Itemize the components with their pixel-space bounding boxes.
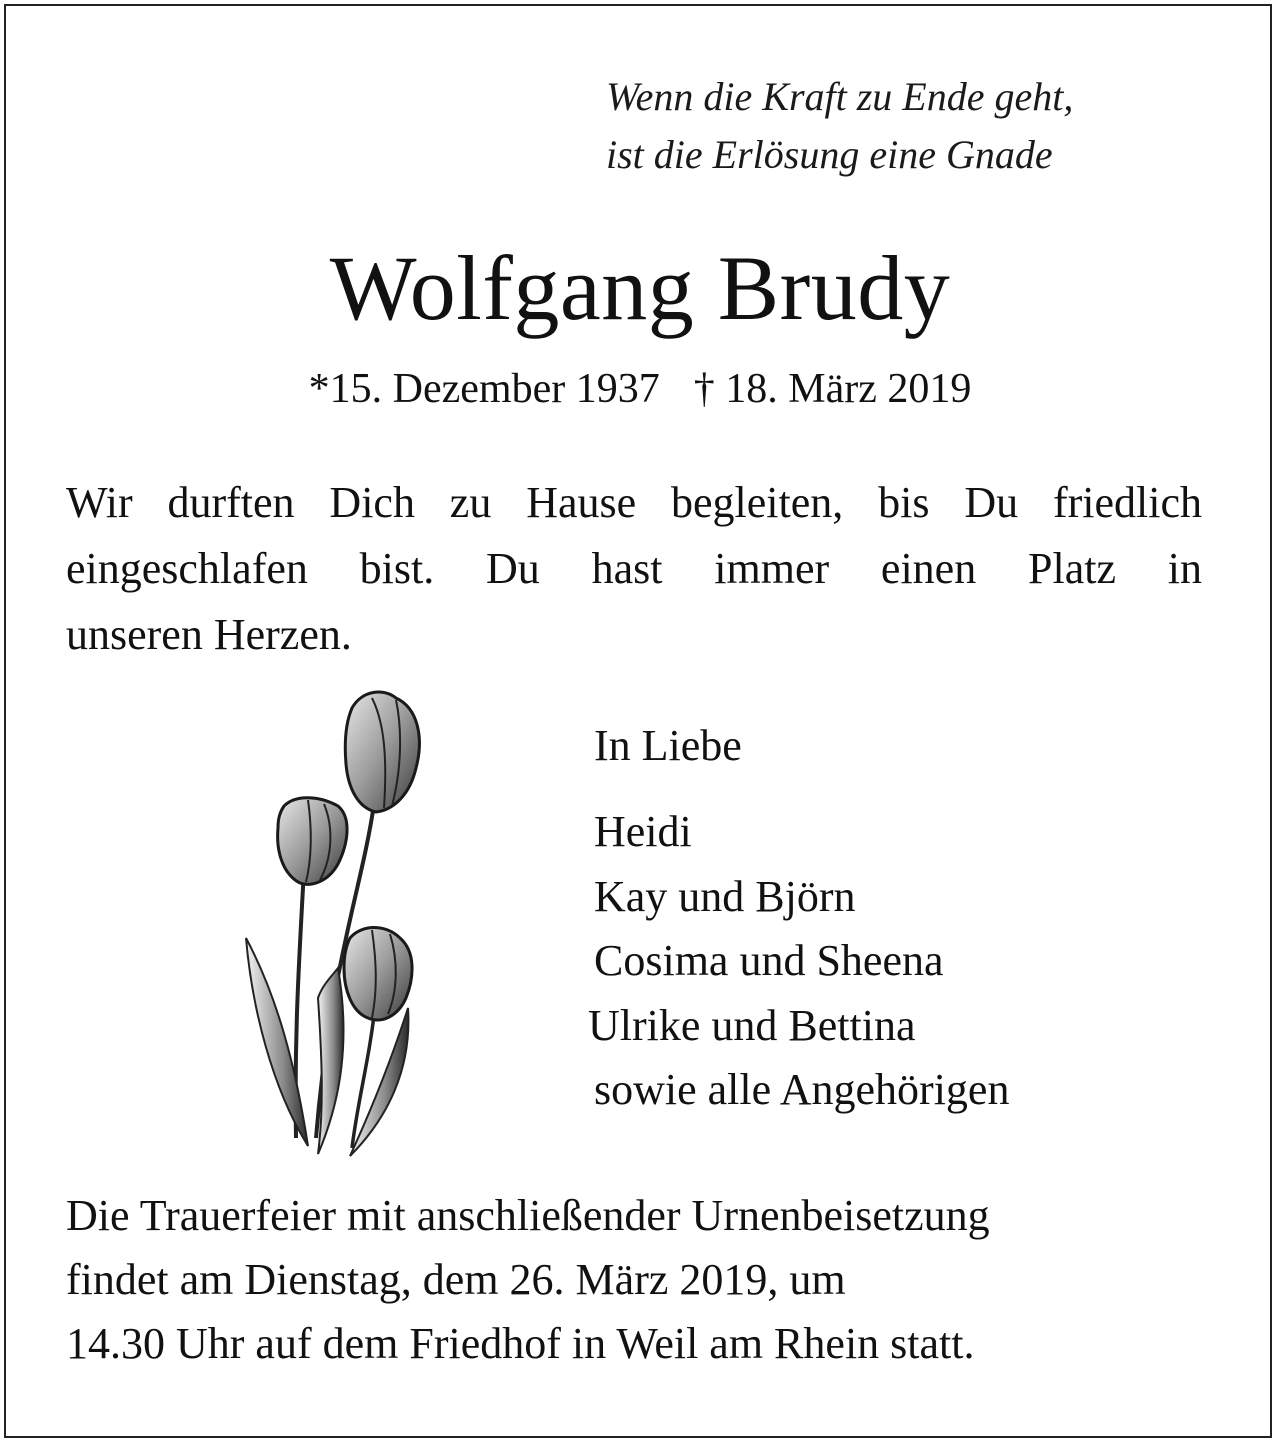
funeral-service-info — [66, 1184, 1216, 1376]
motto-line-2: ist die Erlösung eine Gnade — [606, 132, 1053, 177]
signoff-text: In Liebe — [594, 721, 742, 770]
service-line-1: Die Trauerfeier mit anschließender Urnenbeisetzung — [66, 1191, 990, 1240]
family-member: Ulrike und Bettina — [588, 1000, 916, 1050]
service-line-2: findet am Dienstag, dem 26. März 2019, um — [66, 1255, 846, 1304]
life-dates — [0, 364, 1280, 414]
family-list — [588, 800, 1010, 1123]
death-date: † 18. März 2019 — [693, 366, 972, 412]
motto-line-1: Wenn die Kraft zu Ende geht, — [606, 74, 1074, 119]
intro-line-1: Wir durften Dich zu Hause begleiten, bis Du friedlich — [66, 478, 1202, 527]
family-member: sowie alle Angehörigen — [594, 1065, 1010, 1114]
family-member: Heidi — [594, 807, 692, 856]
family-member: Cosima und Sheena — [594, 936, 944, 985]
intro-text — [66, 470, 1202, 668]
tulip-drawing-icon — [212, 668, 444, 1174]
service-line-3: 14.30 Uhr auf dem Friedhof in Weil am Rhein statt. — [66, 1319, 975, 1368]
motto-quote — [606, 68, 1073, 184]
deceased-name: Wolfgang Brudy — [329, 237, 951, 339]
intro-line-2: eingeschlafen bist. Du hast immer einen Platz in — [66, 544, 1202, 593]
family-member: Kay und Björn — [594, 871, 856, 921]
intro-line-3: unseren Herzen. — [66, 610, 352, 659]
birth-date: *15. Dezember 1937 — [308, 366, 660, 412]
